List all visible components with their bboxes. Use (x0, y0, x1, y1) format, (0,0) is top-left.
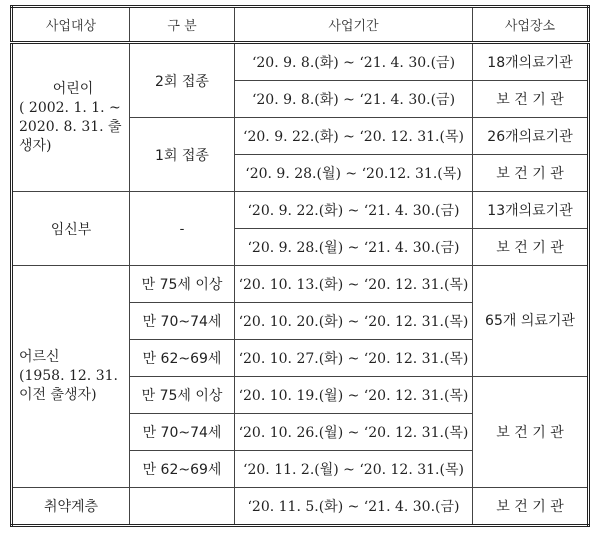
period-cell: ‘20. 9. 28.(월) ~ ‘21. 4. 30.(금) (235, 229, 473, 266)
table-row (12, 266, 589, 303)
place-cell: 보 건 기 관 (473, 155, 589, 192)
dose1-cell: 1회 접종 (130, 118, 235, 192)
period-cell: ‘20. 11. 5.(화) ~ ‘21. 4. 30.(금) (235, 488, 473, 526)
children-target-title: 어린이 (52, 80, 94, 97)
header-place: 사업장소 (473, 7, 589, 43)
place-cell: 보 건 기 관 (473, 488, 589, 526)
age-category-cell: 만 70~74세 (130, 303, 235, 340)
age-category-cell: 만 75세 이상 (130, 266, 235, 303)
age-category-cell: 만 62~69세 (130, 340, 235, 377)
header-period: 사업기간 (235, 7, 473, 43)
place-cell: 26개의료기관 (473, 118, 589, 155)
header-row (12, 7, 589, 43)
vaccination-schedule-table (10, 5, 590, 527)
period-cell: ‘20. 10. 20.(화) ~ ‘20. 12. 31.(목) (235, 303, 473, 340)
place-medical-cell: 65개 의료기관 (473, 266, 589, 377)
header-category: 구 분 (130, 7, 235, 43)
table-row (12, 43, 589, 81)
vulnerable-category-cell (130, 488, 235, 526)
place-cell: 13개의료기관 (473, 192, 589, 229)
table-row (12, 488, 589, 526)
place-cell: 보 건 기 관 (473, 229, 589, 266)
children-target-range: ( 2002. 1. 1. ~ 2020. 8. 31. 출생자) (19, 99, 122, 154)
vulnerable-target-cell: 취약계층 (12, 488, 130, 526)
age-category-cell: 만 75세 이상 (130, 377, 235, 414)
place-cell: 보 건 기 관 (473, 81, 589, 118)
period-cell: ‘20. 10. 19.(월) ~ ‘20. 12. 31.(목) (235, 377, 473, 414)
period-cell: ‘20. 9. 22.(화) ~ ‘21. 4. 30.(금) (235, 192, 473, 229)
period-cell: ‘20. 11. 2.(월) ~ ‘20. 12. 31.(목) (235, 451, 473, 488)
header-target: 사업대상 (12, 7, 130, 43)
period-cell: ‘20. 9. 8.(화) ~ ‘21. 4. 30.(금) (235, 81, 473, 118)
table-row (12, 192, 589, 229)
elderly-target-range: (1958. 12. 31.이전 출생자) (19, 368, 118, 403)
age-category-cell: 만 70~74세 (130, 414, 235, 451)
place-health-cell: 보 건 기 관 (473, 377, 589, 488)
pregnant-category-cell: - (130, 192, 235, 266)
children-target-cell (12, 43, 130, 192)
period-cell: ‘20. 9. 22.(화) ~ ‘20. 12. 31.(목) (235, 118, 473, 155)
dose2-cell: 2회 접종 (130, 43, 235, 118)
elderly-target-title: 어르신 (19, 349, 60, 365)
period-cell: ‘20. 9. 28.(월) ~ ‘20.12. 31.(목) (235, 155, 473, 192)
elderly-target-cell (12, 266, 130, 488)
pregnant-target-cell: 임신부 (12, 192, 130, 266)
period-cell: ‘20. 9. 8.(화) ~ ‘21. 4. 30.(금) (235, 43, 473, 81)
place-cell: 18개의료기관 (473, 43, 589, 81)
period-cell: ‘20. 10. 26.(월) ~ ‘20. 12. 31.(목) (235, 414, 473, 451)
period-cell: ‘20. 10. 13.(화) ~ ‘20. 12. 31.(목) (235, 266, 473, 303)
period-cell: ‘20. 10. 27.(화) ~ ‘20. 12. 31.(목) (235, 340, 473, 377)
age-category-cell: 만 62~69세 (130, 451, 235, 488)
